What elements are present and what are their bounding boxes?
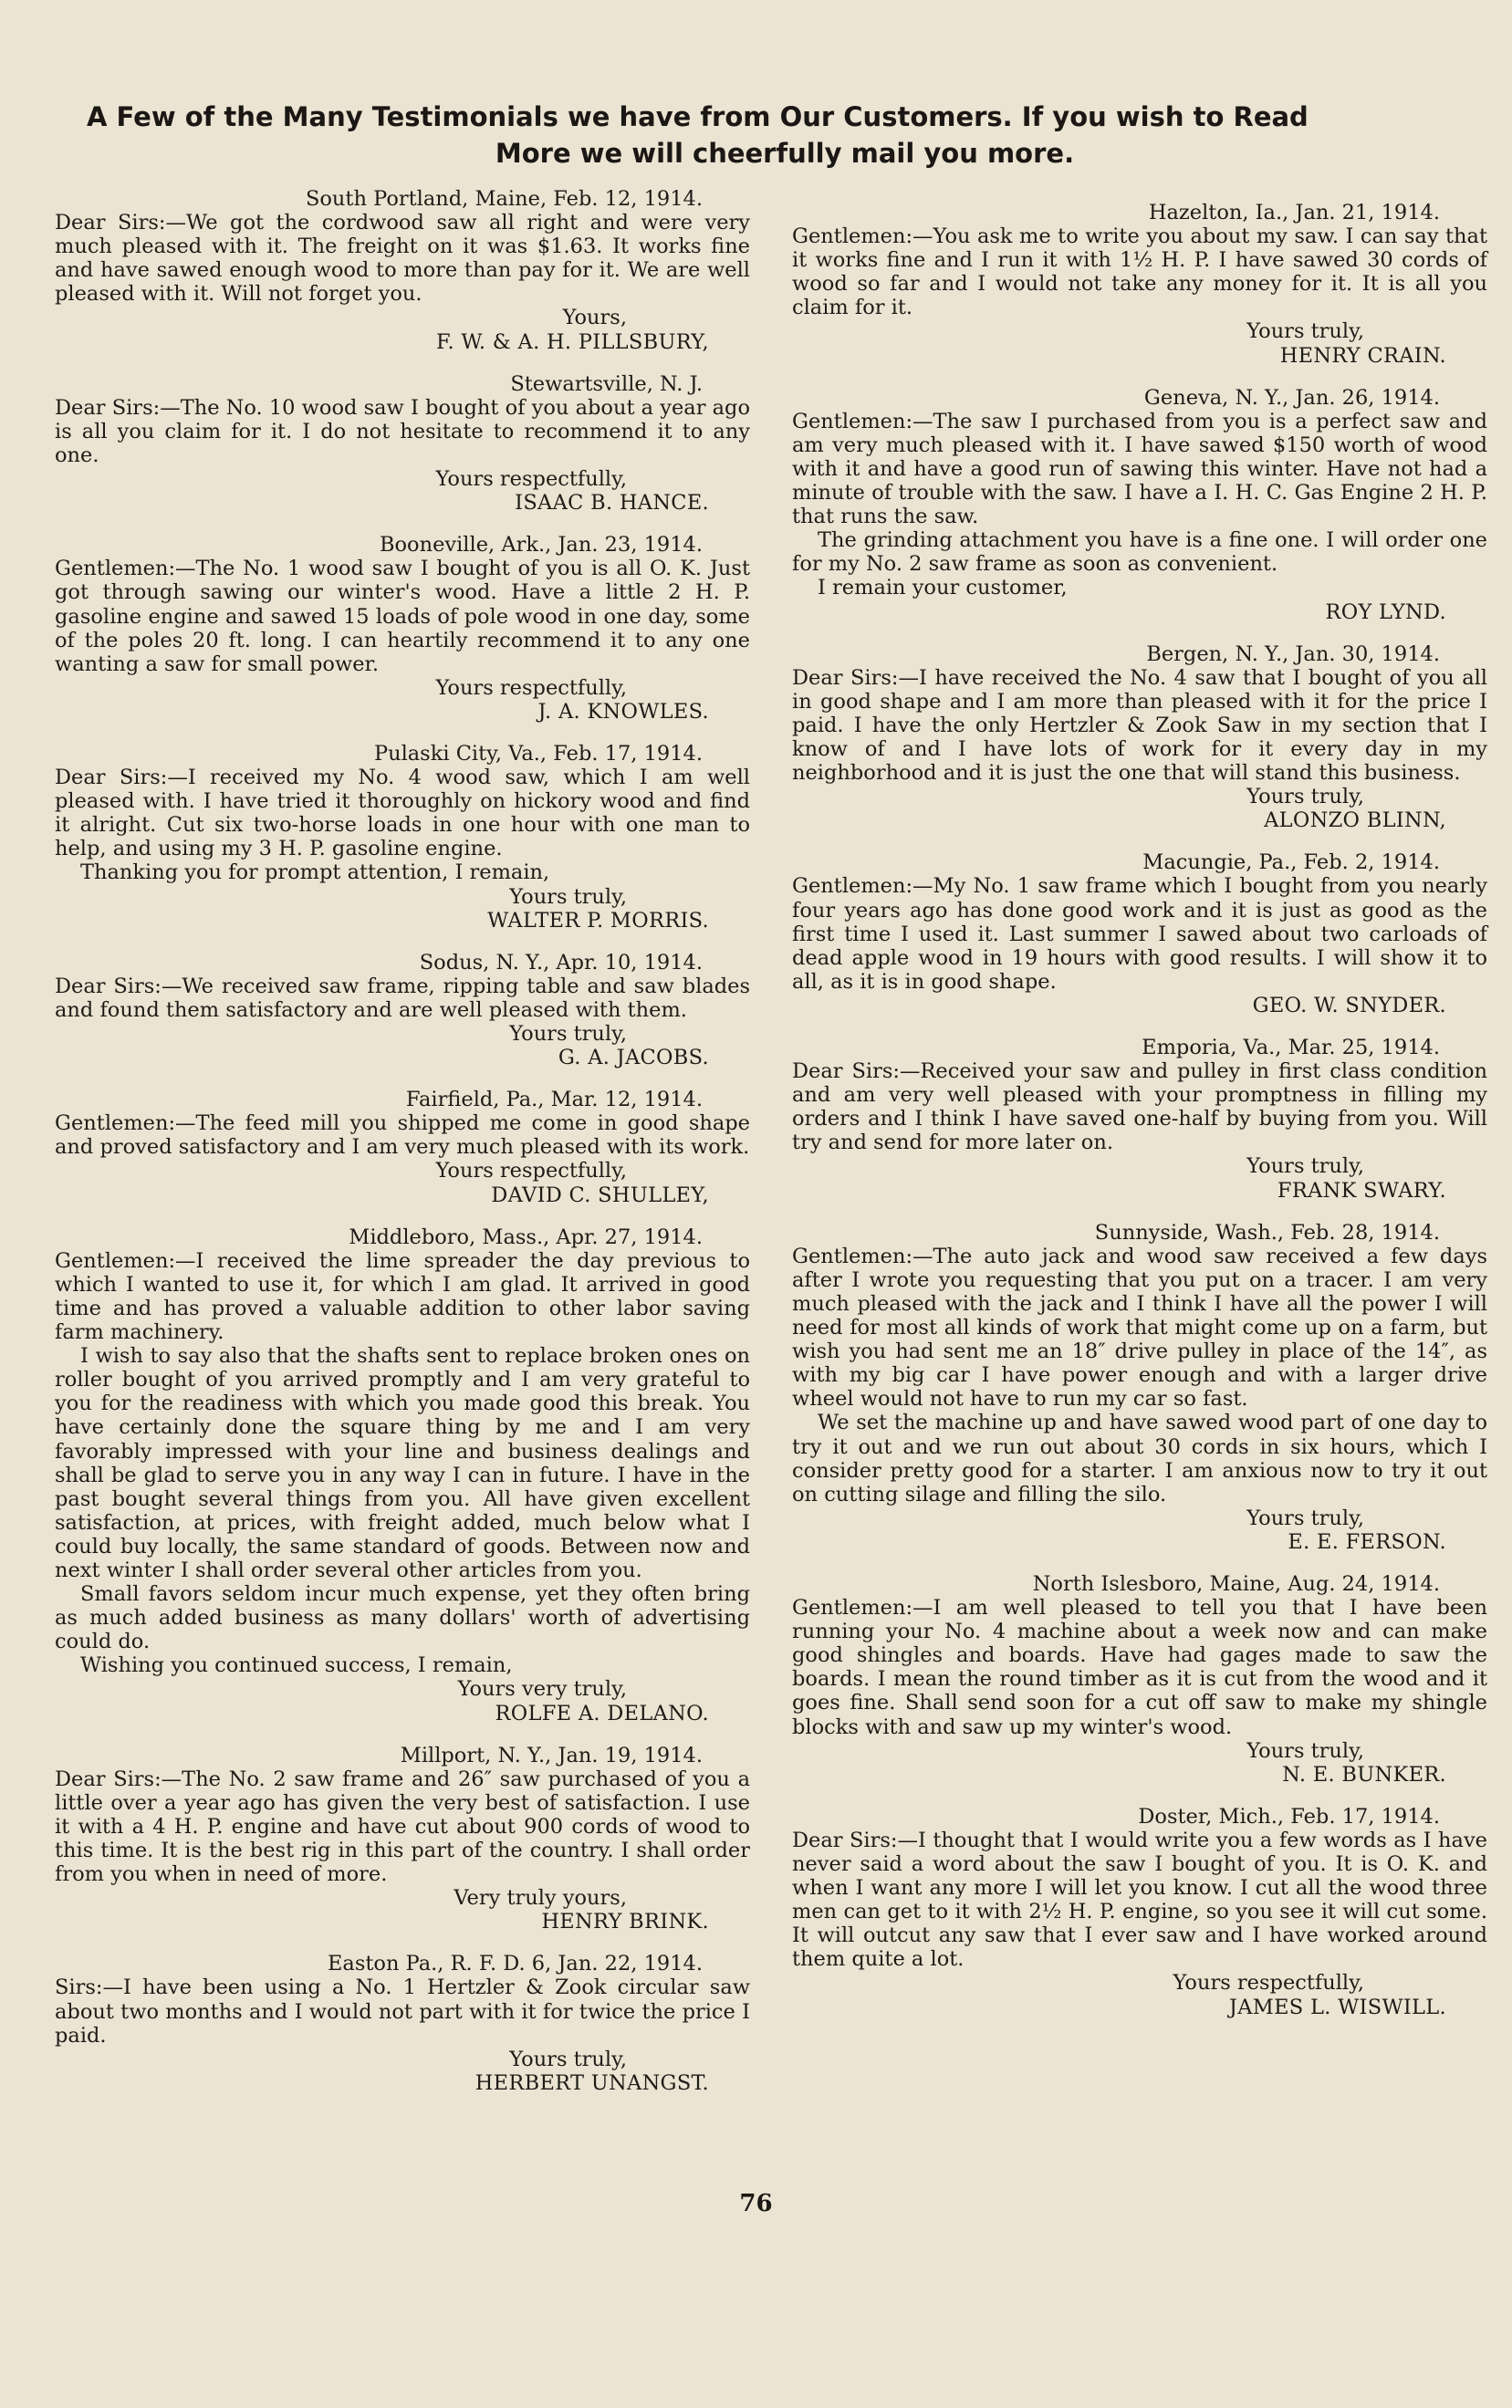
testimonial-signature: ROY LYND. <box>1325 599 1446 624</box>
testimonial-paragraph: Thanking you for prompt attention, I remain, <box>80 860 550 885</box>
testimonial-closing: Yours truly, <box>1246 319 1364 344</box>
testimonial-place-date: North Islesboro, Maine, Aug. 24, 1914. <box>1032 1571 1440 1596</box>
testimonial <box>55 1088 750 1206</box>
testimonial-body <box>55 766 750 884</box>
testimonial-closing: Yours, <box>562 306 627 330</box>
testimonial <box>55 533 750 724</box>
testimonial-body <box>55 1249 750 1678</box>
testimonial-paragraph: Gentlemen:—The feed mill you shipped me come in good shape and proved satisfactory and I am very much pleased with its work. <box>55 1111 750 1160</box>
testimonial-closing: Yours truly, <box>1246 1154 1364 1179</box>
testimonial-place-date: Bergen, N. Y., Jan. 30, 1914. <box>1146 641 1440 666</box>
testimonial <box>792 1221 1487 1554</box>
testimonial-body <box>792 1245 1487 1506</box>
testimonial-signature: ROLFE A. DELANO. <box>495 1701 709 1725</box>
testimonial-signature: N. E. BUNKER. <box>1282 1762 1446 1787</box>
testimonial <box>792 1036 1487 1203</box>
testimonial-body <box>55 975 750 1022</box>
testimonial <box>55 1952 750 2095</box>
testimonial-closing: Yours truly, <box>509 2047 627 2071</box>
testimonial-place-date: Doster, Mich., Feb. 17, 1914. <box>1138 1804 1440 1829</box>
testimonial-place-date: Geneva, N. Y., Jan. 26, 1914. <box>1143 385 1440 410</box>
testimonial-place-date: Macungie, Pa., Feb. 2, 1914. <box>1142 850 1440 875</box>
testimonial-body <box>792 224 1487 319</box>
testimonial <box>55 951 750 1069</box>
testimonial-signature: HERBERT UNANGST. <box>474 2070 709 2095</box>
testimonial-body <box>55 396 750 467</box>
testimonial-body <box>792 666 1487 785</box>
testimonial-closing: Yours truly, <box>509 1022 627 1046</box>
testimonial-paragraph: We set the machine up and have sawed wood part of one day to try it out and we run out about 30 cords in six hours, which I consider pretty good for a starter. I am anxious now to try it out on cutting silage and filling the silo. <box>792 1411 1487 1506</box>
testimonial-paragraph: Wishing you continued success, I remain, <box>80 1653 513 1678</box>
testimonial-body <box>792 410 1487 600</box>
testimonial-place-date: Easton Pa., R. F. D. 6, Jan. 22, 1914. <box>327 1952 703 1976</box>
testimonial-paragraph: Gentlemen:—The No. 1 wood saw I bought of you is all O. K. Just got through sawing our winter's wood. Have a little 2 H. P. gasoline engine and sawed 15 loads of pole wood in one day, some of the poles 20 ft. long. I can heartily recommend it to any one wanting a saw for small power. <box>55 557 750 676</box>
testimonial-signature: FRANK SWARY. <box>1277 1178 1446 1203</box>
testimonial-signature: HENRY BRINK. <box>541 1910 709 1934</box>
testimonial-body <box>792 1596 1487 1739</box>
testimonial-closing: Yours very truly, <box>457 1677 627 1702</box>
testimonial-paragraph: Gentlemen:—I am well pleased to tell you that I have been running your No. 4 machine about a week now and can make good shingles and boards. Have had gages made to saw the boards. I mean the round timber as it is cut from the wood and it goes fine. Shall send soon for a cut off saw to make my shingle blocks with and saw up my winter's wood. <box>792 1596 1487 1739</box>
testimonial-closing: Yours respectfully, <box>435 467 627 492</box>
testimonial-paragraph: I wish to say also that the shafts sent to replace broken ones on roller bought of you arrived promptly and I am very grateful to you for the readiness with which you made good this break. You have certainly done the square thing by me and I am very favorably impressed with your line and business dealings and shall be glad to serve you in any way I can in future. I have in the past bought several things from you. All have given excellent satisfaction, at prices, with freight added, much below what I could buy locally, the same standard of goods. Between now and next winter I shall order several other articles from you. <box>55 1344 750 1582</box>
testimonial-paragraph: Dear Sirs:—I received my No. 4 wood saw, which I am well pleased with. I have tried it thoroughly on hickory wood and find it alright. Cut six two-horse loads in one hour with one man to help, and using my 3 H. P. gasoline engine. <box>55 766 750 861</box>
testimonial-paragraph: Gentlemen:—The auto jack and wood saw received a few days after I wrote you requesting that you put on a tracer. I am very much pleased with the jack and I think I have all the power I will need for most all kinds of work that might come up on a farm, but wish you had sent me an 18″ drive pulley in place of the 14″, as with my big car I have power enough and with a larger drive wheel would not have to run my car so fast. <box>792 1244 1487 1412</box>
testimonial-place-date: Sunnyside, Wash., Feb. 28, 1914. <box>1094 1220 1440 1245</box>
header-line-1: A Few of the Many Testimonials we have from Our Customers. If you wish to Read <box>87 101 1309 132</box>
testimonial-closing: Yours truly, <box>1246 785 1364 809</box>
testimonial-closing: Very truly yours, <box>454 1886 627 1911</box>
testimonial-place-date: South Portland, Maine, Feb. 12, 1914. <box>305 187 703 211</box>
testimonial-paragraph: Dear Sirs:—The No. 10 wood saw I bought of you about a year ago is all you claim for it. I do not hesitate to recommend it to any one. <box>55 395 750 467</box>
left-column <box>55 187 750 2113</box>
testimonial-paragraph: Gentlemen:—My No. 1 saw frame which I bought from you nearly four years ago has done good work and it is just as good as the first time I used it. Last summer I sawed about two carloads of dead apple wood in 19 hours with good results. I will show it to all, as it is in good shape. <box>792 874 1487 994</box>
testimonial-signature: G. A. JACOBS. <box>558 1046 709 1070</box>
testimonial-closing: Yours respectfully, <box>435 675 627 700</box>
testimonial-body <box>55 1767 750 1886</box>
testimonial-paragraph: I remain your customer, <box>818 576 1068 600</box>
page-number: 76 <box>739 2190 773 2217</box>
testimonial <box>792 1805 1487 2019</box>
testimonial-closing: Yours respectfully, <box>1173 1971 1364 1996</box>
testimonial <box>792 386 1487 624</box>
testimonial-body <box>55 1975 750 2047</box>
testimonial-signature: JAMES L. WISWILL. <box>1228 1995 1446 2019</box>
testimonial-body <box>55 211 750 306</box>
testimonial-place-date: Millport, N. Y., Jan. 19, 1914. <box>400 1743 703 1767</box>
testimonial-paragraph: Dear Sirs:—Received your saw and pulley in first class condition and am very well pleased with your promptness in filling my orders and I think I have saved one-half by buying from you. Will try and send for more later on. <box>792 1059 1487 1155</box>
testimonial-paragraph: Gentlemen:—The saw I purchased from you is a perfect saw and am very much pleased with it. I have sawed $150 worth of wood with it and have a good run of sawing this winter. Have not had a minute of trouble with the saw. I have a I. H. C. Gas Engine 2 H. P. that runs the saw. <box>792 409 1487 529</box>
testimonial-paragraph: Dear Sirs:—The No. 2 saw frame and 26″ saw purchased of you a little over a year ago has given the very best of satisfaction. I use it with a 4 H. P. engine and have cut about 900 cords of wood to this time. It is the best rig in this part of the country. I shall order from you when in need of more. <box>55 1767 750 1887</box>
testimonials-header <box>87 99 1483 172</box>
testimonial-signature: J. A. KNOWLES. <box>537 699 709 724</box>
testimonial-paragraph: Dear Sirs:—We got the cordwood saw all right and were very much pleased with it. The freight on it was $1.63. It works fine and have sawed enough wood to more than pay for it. We are well pleased with it. Will not forget you. <box>55 211 750 307</box>
testimonial-signature: WALTER P. MORRIS. <box>487 908 709 933</box>
testimonial-closing: Yours truly, <box>509 884 627 909</box>
testimonial-signature: HENRY CRAIN. <box>1279 343 1446 368</box>
testimonial <box>55 1744 750 1934</box>
testimonial-paragraph: Dear Sirs:—We received saw frame, ripping table and saw blades and found them satisfactory and are well pleased with them. <box>55 974 750 1022</box>
testimonial-body <box>55 557 750 675</box>
testimonial-signature: ALONZO BLINN, <box>1264 808 1446 833</box>
testimonial <box>792 850 1487 1017</box>
testimonial-paragraph: Dear Sirs:—I have received the No. 4 saw that I bought of you all in good shape and I am more than pleased with it for the price I paid. I have the only Hertzler & Zook Saw in my section that I know of and I have lots of work for it every day in my neighborhood and it is just the one that will stand this business. <box>792 665 1487 786</box>
testimonial-place-date: Sodus, N. Y., Apr. 10, 1914. <box>419 950 703 975</box>
header-line-2: More we will cheerfully mail you more. <box>495 138 1075 169</box>
testimonial-place-date: Emporia, Va., Mar. 25, 1914. <box>1142 1036 1440 1059</box>
testimonial-signature: DAVID C. SHULLEY, <box>491 1183 709 1207</box>
testimonial <box>55 1225 750 1725</box>
testimonial-signature: ISAAC B. HANCE. <box>515 491 709 516</box>
testimonial-paragraph: Gentlemen:—I received the lime spreader the day previous to which I wanted to use it, for which I am glad. It arrived in good time and has proved a valuable addition to other labor saving farm machinery. <box>55 1248 750 1345</box>
testimonial-place-date: Fairfield, Pa., Mar. 12, 1914. <box>405 1088 703 1112</box>
testimonial <box>55 372 750 516</box>
testimonial-body <box>55 1111 750 1159</box>
testimonial-paragraph: Sirs:—I have been using a No. 1 Hertzler & Zook circular saw about two months and I would not part with it for twice the price I paid. <box>55 1975 750 2048</box>
testimonial <box>792 642 1487 833</box>
testimonial-signature: GEO. W. SNYDER. <box>1252 993 1446 1017</box>
testimonial <box>792 201 1487 368</box>
testimonial-place-date: Pulaski City, Va., Feb. 17, 1914. <box>373 741 703 766</box>
testimonial-closing: Yours truly, <box>1246 1506 1364 1530</box>
testimonial-body <box>792 874 1487 993</box>
testimonial <box>55 742 750 933</box>
testimonial-paragraph: Small favors seldom incur much expense, yet they often bring as much added business as many dollars' worth of advertising could do. <box>55 1582 750 1654</box>
testimonial-place-date: Booneville, Ark., Jan. 23, 1914. <box>379 533 703 558</box>
testimonial-place-date: Stewartsville, N. J. <box>510 371 703 396</box>
testimonial <box>55 187 750 354</box>
right-column <box>792 201 1487 2038</box>
testimonial-place-date: Hazelton, Ia., Jan. 21, 1914. <box>1148 201 1440 224</box>
testimonial-signature: F. W. & A. H. PILLSBURY, <box>436 329 709 354</box>
testimonial-closing: Yours respectfully, <box>435 1159 627 1183</box>
testimonial-paragraph: Dear Sirs:—I thought that I would write you a few words as I have never said a word about the saw I bought of you. It is O. K. and when I want any more I will let you know. I cut all the wood three men can get to it with 2½ H. P. engine, so you see it will cut some. It will outcut any saw that I ever saw and I have worked around them quite a lot. <box>792 1828 1487 1972</box>
testimonial-body <box>792 1059 1487 1154</box>
testimonial <box>792 1572 1487 1787</box>
testimonial-body <box>792 1829 1487 1972</box>
testimonial-signature: E. E. FERSON. <box>1288 1529 1446 1554</box>
testimonial-paragraph: The grinding attachment you have is a fine one. I will order one for my No. 2 saw frame as soon as convenient. <box>792 528 1487 577</box>
testimonial-place-date: Middleboro, Mass., Apr. 27, 1914. <box>349 1225 703 1249</box>
testimonial-paragraph: Gentlemen:—You ask me to write you about my saw. I can say that it works fine and I run it with 1½ H. P. I have sawed 30 cords of wood so far and I would not take any money for it. It is all you claim for it. <box>792 224 1487 320</box>
testimonial-closing: Yours truly, <box>1246 1738 1364 1763</box>
